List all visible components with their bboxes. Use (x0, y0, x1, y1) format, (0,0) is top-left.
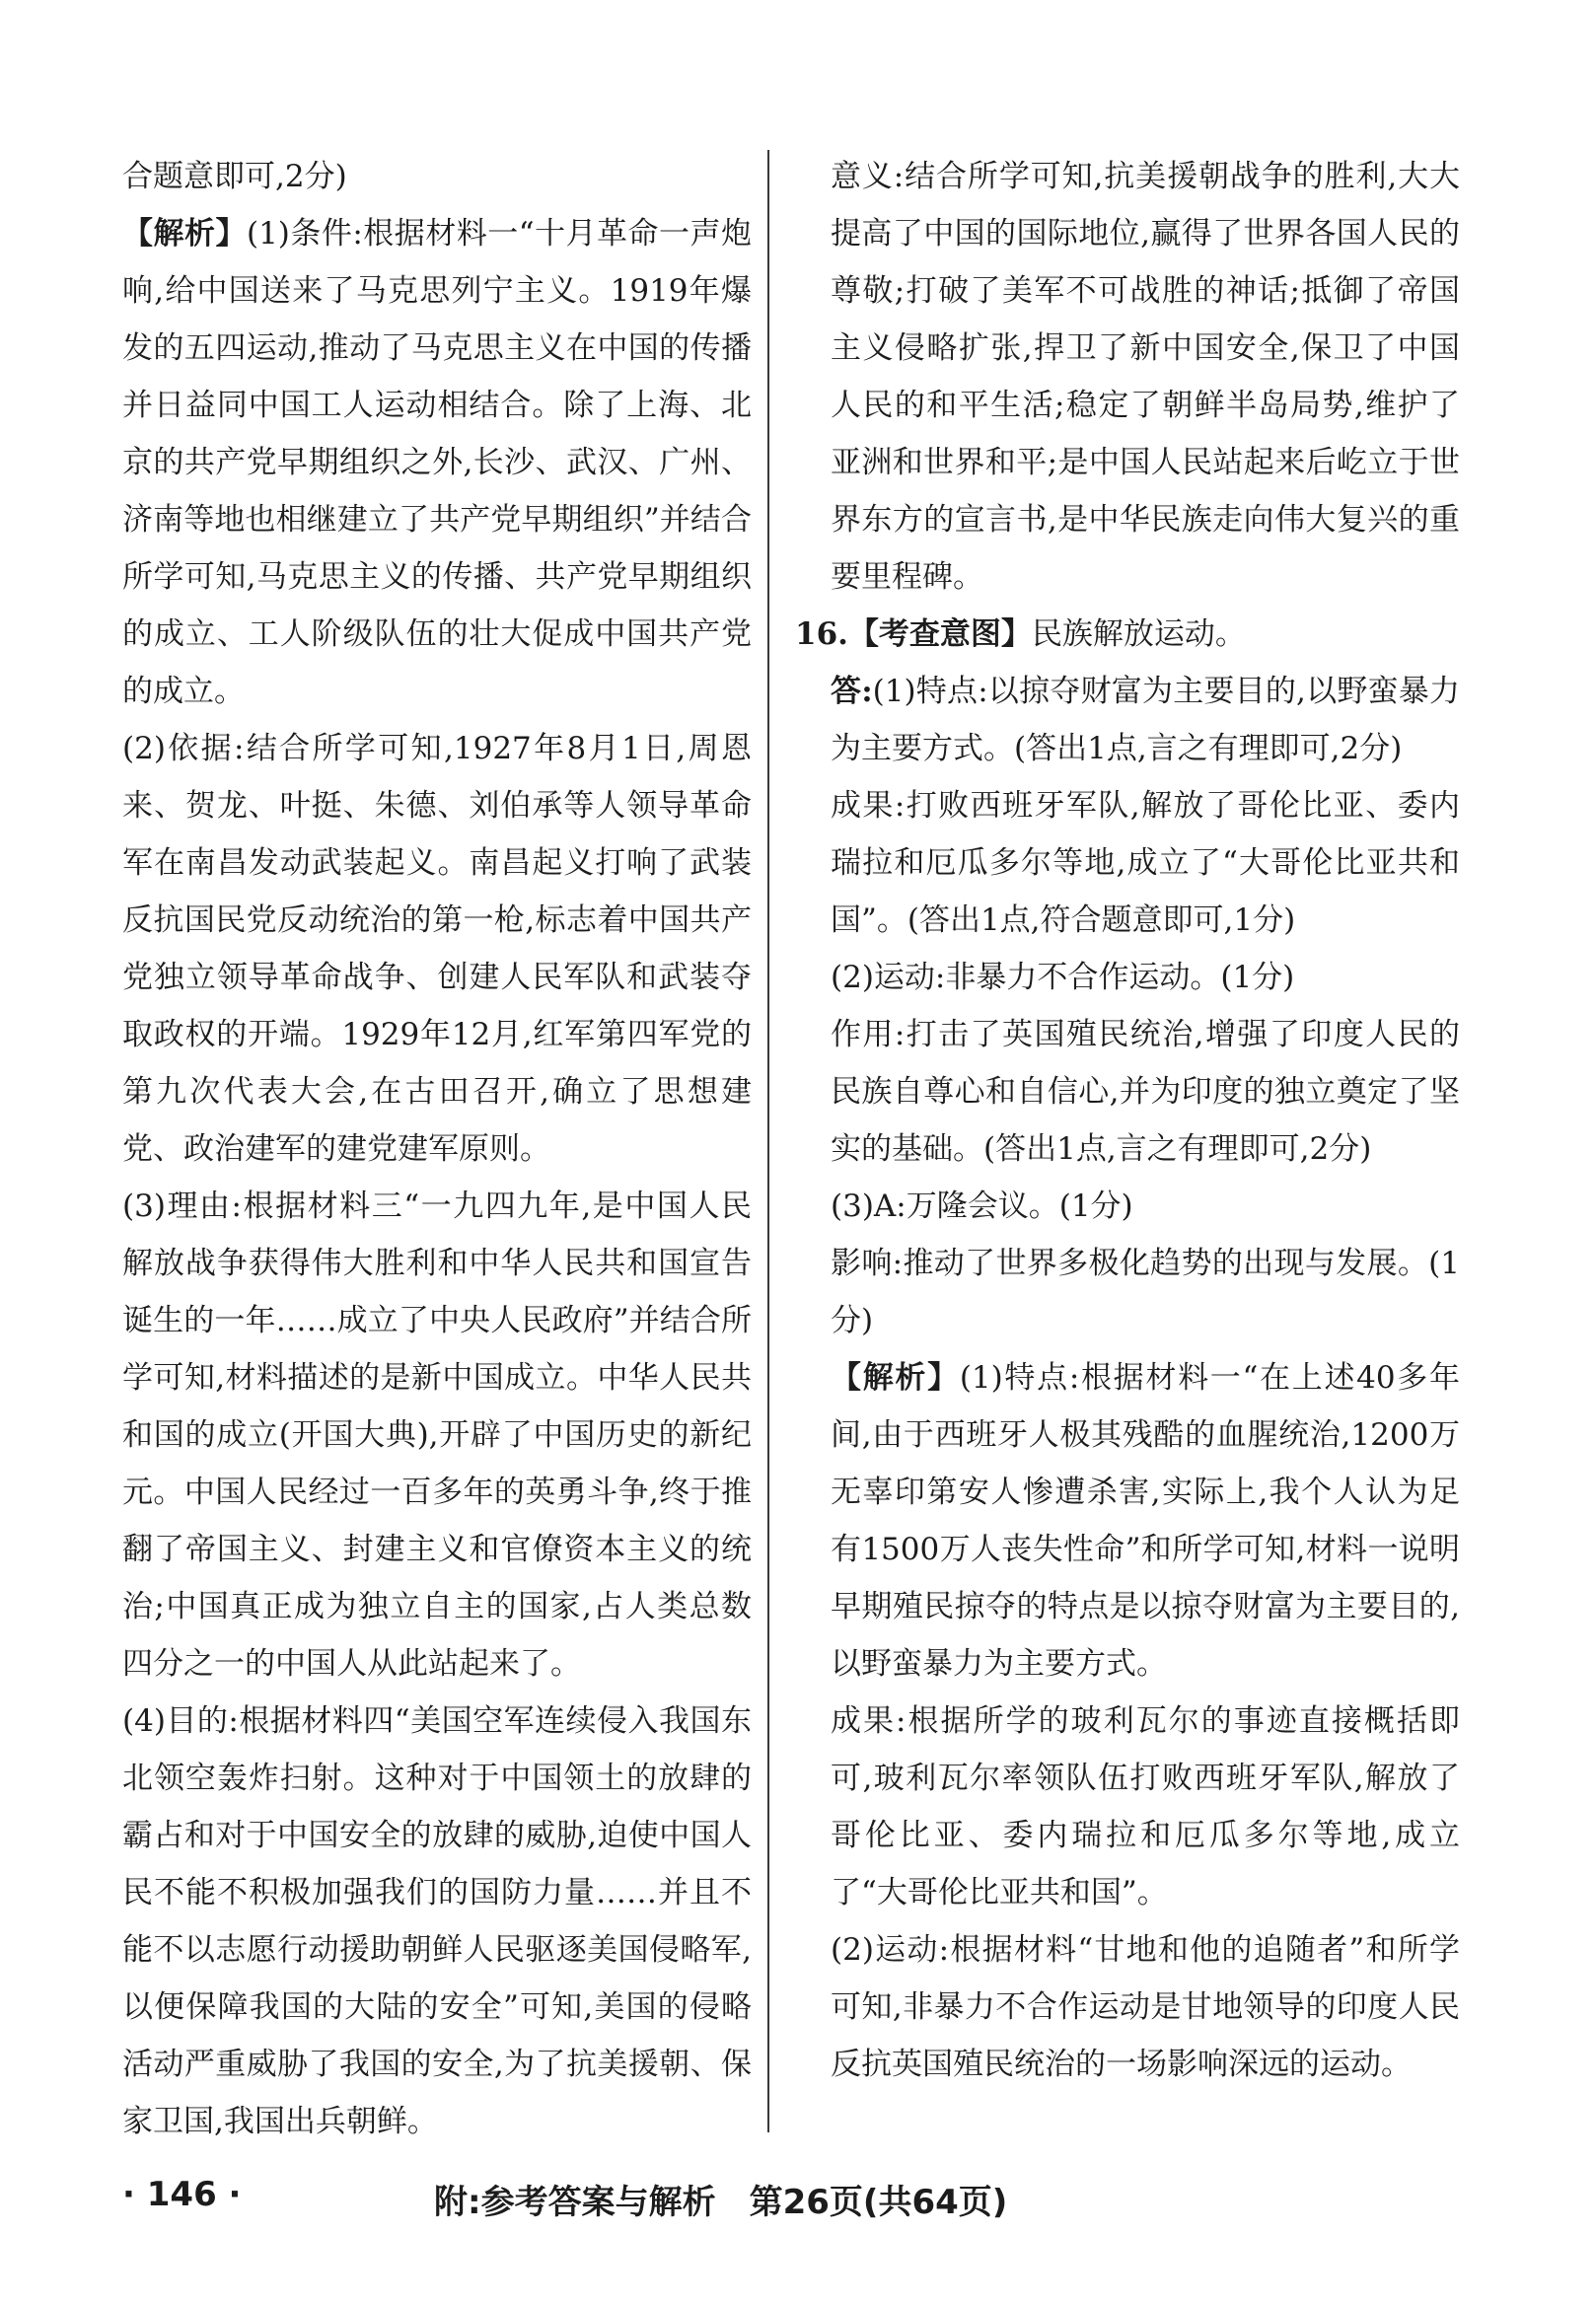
page-footer (0, 2175, 1596, 2234)
left-column (122, 148, 752, 2150)
paragraph: 合题意即可,2分) (122, 159, 347, 194)
paragraph: 答:(1)特点:以掠夺财富为主要目的,以野蛮暴力为主要方式。(答出1点,言之有理即可,2分) (831, 674, 1460, 766)
question-number: 16. (795, 616, 848, 652)
intent-tag: 【考查意图】 (847, 616, 1032, 652)
paragraph: (3)理由:根据材料三“一九四九年,是中国人民解放战争获得伟大胜利和中华人民共和国宣告诞生的一年……成立了中央人民政府”并结合所学可知,材料描述的是新中国成立。中华人民共和国的成立(开国大典),开辟了中国历史的新纪元。中国人民经过一百多年的英勇斗争,终于推翻了帝国主义、封建主义和官僚资本主义的统治;中国真正成为独立自主的国家,占人类总数四分之一的中国人从此站起来了。 (122, 1189, 752, 1682)
column-divider (767, 150, 769, 2132)
paragraph: 意义:结合所学可知,抗美援朝战争的胜利,大大提高了中国的国际地位,赢得了世界各国人民的尊敬;打破了美军不可战胜的神话;抵御了帝国主义侵略扩张,捍卫了新中国安全,保卫了中国人民的和平生活;稳定了朝鲜半岛局势,维护了亚洲和世界和平;是中国人民站起来后屹立于世界东方的宣言书,是中华民族走向伟大复兴的重要里程碑。 (831, 159, 1460, 595)
paragraph: 【解析】(1)条件:根据材料一“十月革命一声炮响,给中国送来了马克思列宁主义。1919年爆发的五四运动,推动了马克思主义在中国的传播并日益同中国工人运动相结合。除了上海、北京的共产党早期组织之外,长沙、武汉、广州、济南等地也相继建立了共产党早期组织”并结合所学可知,马克思主义的传播、共产党早期组织的成立、工人阶级队伍的壮大促成中国共产党的成立。 (122, 216, 753, 709)
paragraph: (2)运动:根据材料“甘地和他的追随者”和所学可知,非暴力不合作运动是甘地领导的印度人民反抗英国殖民统治的一场影响深远的运动。 (831, 1932, 1460, 2082)
paragraph: (3)A:万隆会议。(1分) (831, 1189, 1133, 1224)
paragraph: 成果:根据所学的玻利瓦尔的事迹直接概括即可,玻利瓦尔率领队伍打败西班牙军队,解放了哥伦比亚、委内瑞拉和厄瓜多尔等地,成立了“大哥伦比亚共和国”。 (831, 1703, 1460, 1910)
paragraph: (2)依据:结合所学可知,1927年8月1日,周恩来、贺龙、叶挺、朱德、刘伯承等人领导革命军在南昌发动武装起义。南昌起义打响了武装反抗国民党反动统治的第一枪,标志着中国共产党独立领导革命战争、创建人民军队和武装夺取政权的开端。1929年12月,红军第四军党的第九次代表大会,在古田召开,确立了思想建党、政治建军的建党建军原则。 (122, 731, 752, 1167)
paragraph: 【解析】(1)特点:根据材料一“在上述40多年间,由于西班牙人极其残酷的血腥统治,1200万无辜印第安人惨遭杀害,实际上,我个人认为足有1500万人丧失性命”和所学可知,材料一说明早期殖民掠夺的特点是以掠夺财富为主要目的,以野蛮暴力为主要方式。 (831, 1360, 1460, 1682)
answer-tag: 答: (831, 674, 873, 709)
analysis-tag: 【解析】 (122, 216, 247, 252)
page-number: · 146 · (122, 2175, 242, 2214)
analysis-tag: 【解析】 (831, 1360, 960, 1396)
paragraph: 成果:打败西班牙军队,解放了哥伦比亚、委内瑞拉和厄瓜多尔等地,成立了“大哥伦比亚共和国”。(答出1点,符合题意即可,1分) (831, 788, 1460, 938)
right-column (795, 148, 1460, 2093)
question-heading: 16.【考查意图】民族解放运动。 (795, 616, 1246, 652)
paragraph: 作用:打击了英国殖民统治,增强了印度人民的民族自尊心和自信心,并为印度的独立奠定了坚实的基础。(答出1点,言之有理即可,2分) (831, 1017, 1460, 1167)
paragraph: (2)运动:非暴力不合作运动。(1分) (831, 960, 1295, 995)
footer-title: 附:参考答案与解析 第26页(共64页) (434, 2183, 1008, 2222)
paragraph: (4)目的:根据材料四“美国空军连续侵入我国东北领空轰炸扫射。这种对于中国领土的放肆的霸占和对于中国安全的放肆的威胁,迫使中国人民不能不积极加强我们的国防力量……并且不能不以志愿行动援助朝鲜人民驱逐美国侵略军,以便保障我国的大陆的安全”可知,美国的侵略活动严重威胁了我国的安全,为了抗美援朝、保家卫国,我国出兵朝鲜。 (122, 1703, 752, 2139)
paragraph: 影响:推动了世界多极化趋势的出现与发展。(1分) (831, 1246, 1460, 1338)
